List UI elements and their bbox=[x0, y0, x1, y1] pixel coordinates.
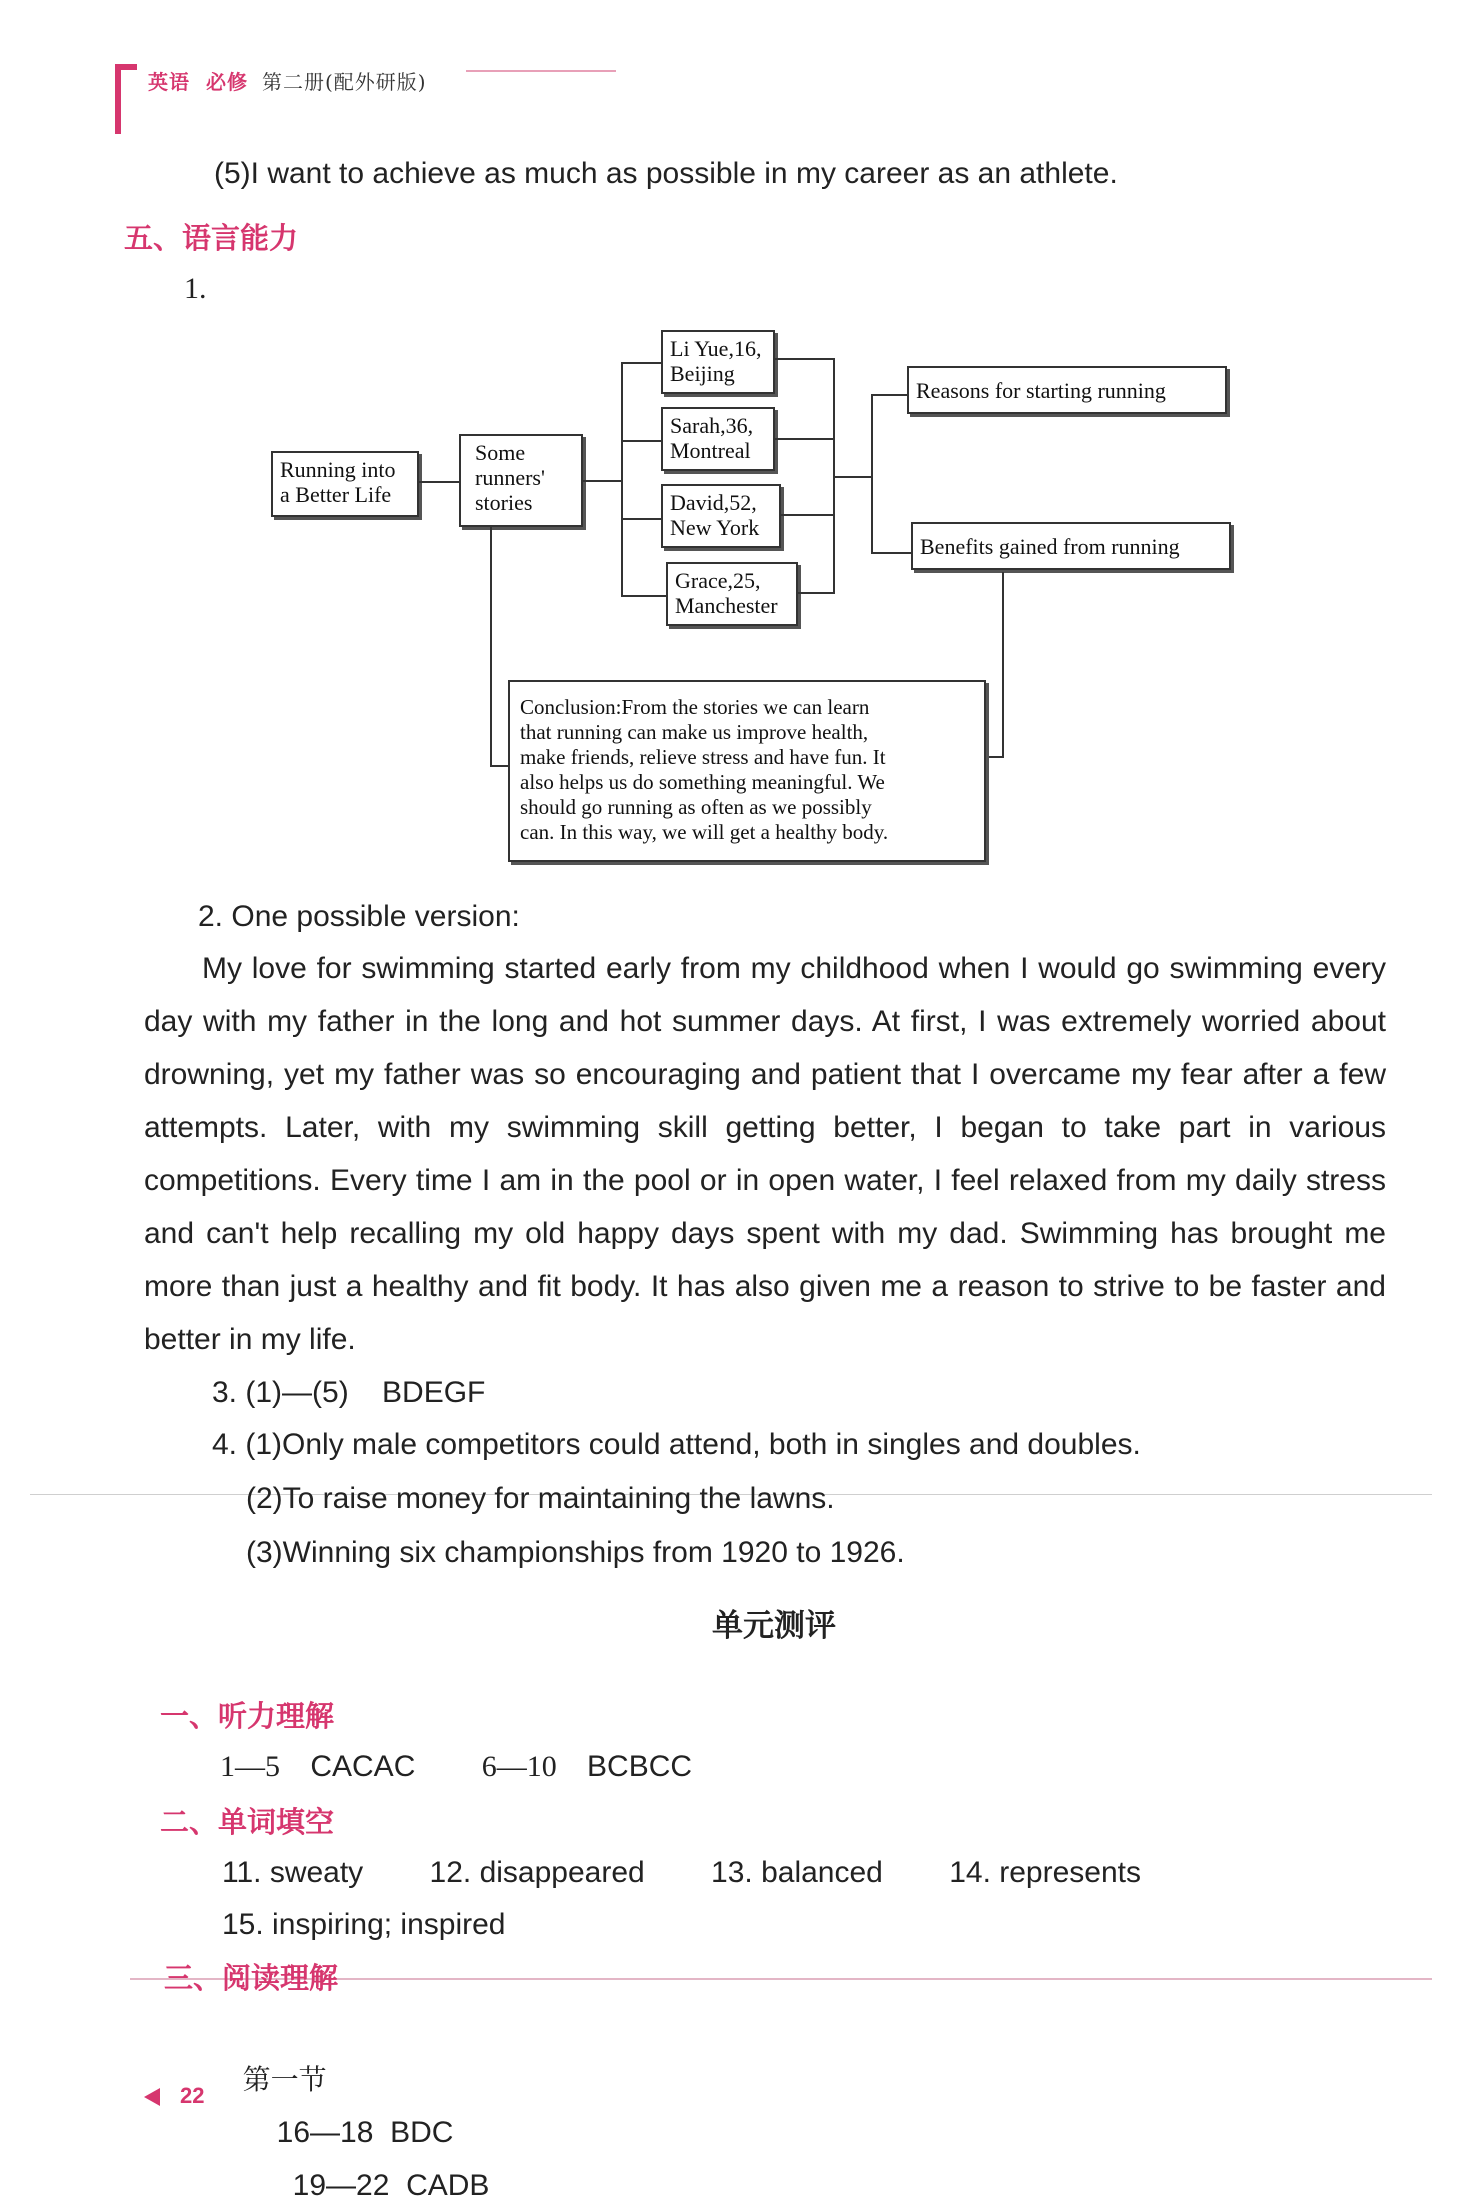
connector bbox=[621, 595, 666, 597]
connector bbox=[490, 527, 492, 767]
connector bbox=[781, 514, 833, 516]
connector bbox=[871, 394, 909, 396]
conclusion-line: make friends, relieve stress and have fun. It bbox=[520, 745, 886, 769]
question-4-answer-1: 4. (1)Only male competitors could attend, both in singles and doubles. bbox=[212, 1428, 1141, 1461]
diagram-stories-line-2: runners' bbox=[475, 465, 545, 490]
page-arrow-icon bbox=[144, 2088, 160, 2106]
person-line: Grace,25, bbox=[675, 568, 761, 593]
connector bbox=[1002, 572, 1004, 758]
connector bbox=[833, 476, 871, 478]
person-line: Montreal bbox=[670, 438, 751, 463]
conclusion-box bbox=[508, 680, 986, 862]
connector bbox=[621, 362, 661, 364]
conclusion-line: that running can make us improve health, bbox=[520, 720, 869, 744]
vocabulary-answer-15: 15. inspiring; inspired bbox=[222, 1908, 506, 1941]
listening-range-b: 6—10 bbox=[481, 1750, 557, 1783]
benefits-box: Benefits gained from running bbox=[911, 522, 1231, 570]
header-book: 第二册(配外研版) bbox=[262, 70, 427, 94]
reasons-box: Reasons for starting running bbox=[907, 366, 1227, 414]
reading-answers-b: 19—22 CADB bbox=[292, 2169, 490, 2202]
listening-answers bbox=[220, 1740, 692, 1793]
section-title-listening: 一、听力理解 bbox=[160, 1699, 335, 1733]
diagram-stories-line-1: Some bbox=[475, 440, 526, 465]
header-course: 必修 bbox=[206, 72, 248, 94]
page-number: 22 bbox=[180, 2083, 205, 2108]
connector bbox=[798, 592, 833, 594]
person-line: Sarah,36, bbox=[670, 413, 754, 438]
vocabulary-answers bbox=[222, 1846, 1199, 1899]
header-subject: 英语 bbox=[148, 72, 190, 94]
person-box-david bbox=[661, 484, 781, 548]
unit-test-title: 单元测评 bbox=[712, 1608, 836, 1644]
reading-section-label: 第一节 bbox=[242, 2063, 327, 2096]
diagram-root-line-1: Running into bbox=[280, 457, 396, 482]
connector bbox=[775, 358, 833, 360]
answer-item-5: (5)I want to achieve as much as possible in my career as an athlete. bbox=[214, 157, 1118, 190]
listening-range-a: 1—5 bbox=[220, 1750, 280, 1783]
conclusion-line: can. In this way, we will get a healthy body. bbox=[520, 820, 889, 844]
connector bbox=[621, 362, 623, 596]
diagram-stories-box bbox=[459, 434, 583, 527]
vocab-answer: 13. balanced bbox=[711, 1856, 883, 1889]
listening-answers-a: CACAC bbox=[310, 1750, 416, 1783]
conclusion-line: also helps us do something meaningful. We bbox=[520, 770, 885, 794]
person-box-grace bbox=[666, 562, 798, 626]
question-3-answer: 3. (1)—(5) BDEGF bbox=[212, 1376, 486, 1409]
reading-answers bbox=[226, 2000, 489, 2212]
person-line: New York bbox=[670, 515, 760, 540]
person-box-sarah bbox=[661, 407, 775, 471]
connector bbox=[419, 481, 459, 483]
conclusion-line: Conclusion:From the stories we can learn bbox=[520, 695, 870, 719]
question-2-label: 2. One possible version: bbox=[198, 900, 520, 933]
diagram-root-line-2: a Better Life bbox=[280, 482, 392, 507]
question-1-label: 1. bbox=[184, 272, 207, 305]
person-line: Manchester bbox=[675, 593, 778, 618]
connector bbox=[871, 394, 873, 552]
vocab-answer: 12. disappeared bbox=[429, 1856, 645, 1889]
vocab-answer: 11. sweaty bbox=[222, 1856, 364, 1889]
person-line: Beijing bbox=[670, 361, 735, 386]
person-line: David,52, bbox=[670, 490, 757, 515]
sample-essay-text: My love for swimming started early from my childhood when I would go swimming every day with my father in the long and hot summer days. At first, I was extremely worried about drowning, yet my father was so encouraging and patient that I overcame my fear after a few attempts. Later, with my swimming skill getting better, I began to take part in various competitions. Every time I am in the pool or in open water, I feel relaxed from my daily stress and can't help recalling my old happy days spent with my dad. Swimming has brought me more than just a healthy and fit body. It has also given me a reason to strive to be faster and better in my life. bbox=[144, 952, 1386, 1356]
diagram-stories-line-3: stories bbox=[475, 490, 533, 515]
listening-answers-b: BCBCC bbox=[587, 1750, 693, 1783]
connector bbox=[775, 438, 833, 440]
conclusion-line: should go running as often as we possibly bbox=[520, 795, 872, 819]
diagram-root-box bbox=[271, 451, 419, 517]
sample-essay bbox=[144, 942, 1386, 1366]
connector bbox=[621, 440, 661, 442]
section-title-vocabulary: 二、单词填空 bbox=[160, 1805, 335, 1839]
story-diagram bbox=[0, 0, 1462, 880]
vocab-answer: 14. represents bbox=[949, 1856, 1141, 1889]
connector bbox=[871, 552, 911, 554]
section-title-language: 五、语言能力 bbox=[124, 221, 299, 255]
connector bbox=[986, 756, 1004, 758]
section-title-reading: 三、阅读理解 bbox=[164, 1961, 339, 1995]
connector bbox=[621, 518, 661, 520]
person-box-li-yue bbox=[661, 330, 775, 394]
question-4-answer-2: (2)To raise money for maintaining the lawns. bbox=[246, 1482, 835, 1515]
person-line: Li Yue,16, bbox=[670, 336, 762, 361]
question-4-answer-3: (3)Winning six championships from 1920 to 1926. bbox=[246, 1536, 905, 1569]
connector bbox=[583, 480, 621, 482]
reading-answers-a: 16—18 BDC bbox=[276, 2116, 454, 2149]
connector bbox=[490, 765, 508, 767]
